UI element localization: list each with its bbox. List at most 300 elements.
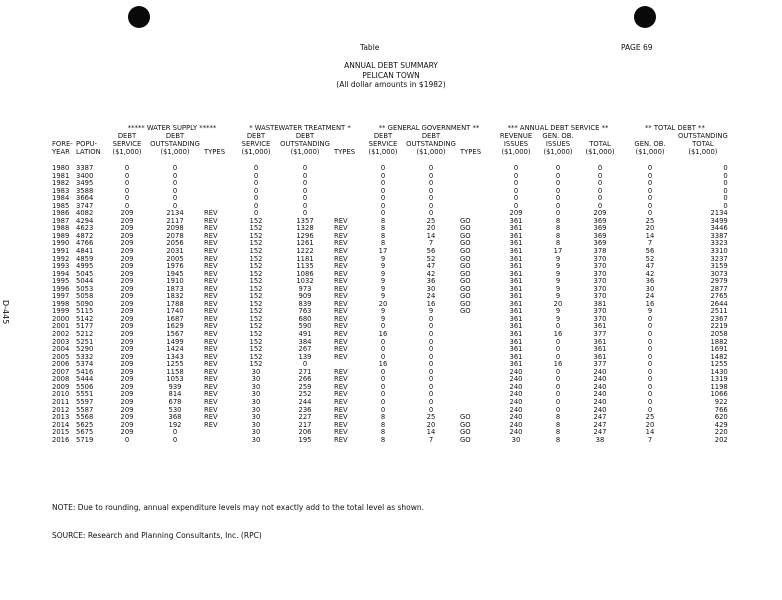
table-cell: 8 xyxy=(555,231,561,240)
table-cell: 0 xyxy=(302,360,308,369)
table-row xyxy=(52,331,728,339)
table-cell: REV xyxy=(334,299,348,308)
table-row xyxy=(52,233,728,241)
table-cell: 1999 xyxy=(52,307,70,316)
table-cell: 3073 xyxy=(710,269,728,278)
table-cell: 9 xyxy=(380,262,386,271)
table-cell: 377 xyxy=(593,330,607,339)
table-cell: GO xyxy=(460,420,471,429)
table-cell: REV xyxy=(334,330,348,339)
table-cell: 1255 xyxy=(710,360,728,369)
table-cell: 0 xyxy=(380,375,386,384)
table-cell xyxy=(460,156,494,173)
table-cell: 369 xyxy=(593,224,607,233)
column-header-r2-4 xyxy=(204,140,236,148)
table-cell: 0 xyxy=(380,179,386,188)
table-cell: 3747 xyxy=(76,201,94,210)
table-cell: 0 xyxy=(380,405,386,414)
table-cell: 0 xyxy=(647,360,653,369)
table-cell: 152 xyxy=(249,314,263,323)
table-cell: 2008 xyxy=(52,375,70,384)
table-cell: 5625 xyxy=(76,420,94,429)
table-cell: 0 xyxy=(428,330,434,339)
table-row xyxy=(52,301,728,309)
table-cell xyxy=(460,376,494,384)
table-cell: 1343 xyxy=(166,352,184,361)
table-cell: 0 xyxy=(172,194,178,203)
table-cell: 30 xyxy=(251,428,261,437)
table-row xyxy=(52,407,728,415)
column-header-r3-4: TYPES xyxy=(204,148,226,156)
table-cell: 9 xyxy=(380,254,386,263)
table-cell: 5142 xyxy=(76,314,94,323)
table-cell: REV xyxy=(334,307,348,316)
column-header-r3-2: ($1,000) xyxy=(112,148,142,156)
table-cell: 1945 xyxy=(166,269,184,278)
table-cell: REV xyxy=(334,435,348,444)
column-header-r2-5: SERVICE xyxy=(241,140,271,148)
table-cell: 2013 xyxy=(52,413,70,422)
table-cell: 0 xyxy=(723,171,728,180)
table-row xyxy=(52,156,728,173)
table-cell: 0 xyxy=(428,360,434,369)
table-cell: 1980 xyxy=(52,164,70,172)
table-cell: 152 xyxy=(249,352,263,361)
table-cell xyxy=(460,346,494,354)
table-cell: REV xyxy=(204,420,218,429)
group-wastewater: * WASTEWATER TREATMENT * xyxy=(249,124,351,132)
table-cell: 0 xyxy=(555,397,561,406)
table-cell: 202 xyxy=(714,435,728,444)
table-cell: 0 xyxy=(647,314,653,323)
table-cell: 0 xyxy=(428,405,434,414)
table-cell: 0 xyxy=(253,186,259,195)
table-cell: REV xyxy=(334,284,348,293)
table-cell: REV xyxy=(204,239,218,248)
table-cell: 2219 xyxy=(710,322,728,331)
table-cell: 0 xyxy=(647,171,653,180)
table-cell: 0 xyxy=(428,201,434,210)
debt-summary-table xyxy=(52,124,728,444)
table-cell: 361 xyxy=(593,337,607,346)
column-header-r3-7: TYPES xyxy=(334,148,356,156)
table-cell: 361 xyxy=(509,299,523,308)
table-cell: 4766 xyxy=(76,239,94,248)
table-cell: 16 xyxy=(378,330,388,339)
table-cell: 3237 xyxy=(710,254,728,263)
table-cell: REV xyxy=(334,428,348,437)
table-row xyxy=(52,414,728,422)
table-row xyxy=(52,256,728,264)
table-cell: 1319 xyxy=(710,375,728,384)
table-cell: 240 xyxy=(509,390,523,399)
table-cell: 209 xyxy=(120,405,134,414)
table-cell: 16 xyxy=(553,330,563,339)
table-cell: 369 xyxy=(593,239,607,248)
table-cell: 1987 xyxy=(52,216,70,225)
table-cell: 20 xyxy=(645,420,655,429)
table-cell: 1357 xyxy=(296,216,314,225)
table-cell: 1993 xyxy=(52,262,70,271)
table-cell: 0 xyxy=(253,171,259,180)
table-cell xyxy=(460,339,494,347)
table-cell: 1976 xyxy=(166,262,184,271)
table-row xyxy=(52,180,728,188)
table-cell: 9 xyxy=(555,277,561,286)
table-cell: 139 xyxy=(298,352,312,361)
table-cell: 2012 xyxy=(52,405,70,414)
table-cell: REV xyxy=(204,216,218,225)
table-cell: 0 xyxy=(647,390,653,399)
table-cell: 8 xyxy=(555,239,561,248)
table-cell: 209 xyxy=(120,314,134,323)
table-cell: 590 xyxy=(298,322,312,331)
table-cell: REV xyxy=(334,247,348,256)
table-cell: 9 xyxy=(380,269,386,278)
table-cell: 16 xyxy=(553,360,563,369)
table-cell: 8 xyxy=(380,428,386,437)
table-cell: 8 xyxy=(380,239,386,248)
table-row xyxy=(52,384,728,392)
table-cell: 1691 xyxy=(710,345,728,354)
column-header-r2-8: SERVICE xyxy=(368,140,398,148)
table-cell: 0 xyxy=(723,179,728,188)
table-cell: 1499 xyxy=(166,337,184,346)
table-cell: 30 xyxy=(251,397,261,406)
table-cell: REV xyxy=(204,367,218,376)
column-header-r1-12: GEN. OB. xyxy=(542,132,574,140)
table-cell: 3323 xyxy=(710,239,728,248)
table-cell xyxy=(460,316,494,324)
table-cell: 8 xyxy=(555,420,561,429)
table-cell: REV xyxy=(204,277,218,286)
table-cell xyxy=(460,331,494,339)
table-cell: 36 xyxy=(426,277,436,286)
table-cell xyxy=(460,369,494,377)
table-cell: REV xyxy=(334,420,348,429)
table-cell: 0 xyxy=(597,179,603,188)
table-cell: 0 xyxy=(380,201,386,210)
table-cell: 2014 xyxy=(52,420,70,429)
table-cell: 2765 xyxy=(710,292,728,301)
table-cell: 7 xyxy=(647,239,653,248)
table-cell: 8 xyxy=(380,420,386,429)
table-cell: 7 xyxy=(647,435,653,444)
side-page-code: D-445 xyxy=(1,300,10,325)
column-header-r2-6: OUTSTANDING xyxy=(280,140,330,148)
table-cell: 9 xyxy=(647,307,653,316)
column-header-r2-13: TOTAL xyxy=(589,140,611,148)
column-header-r3-0: YEAR xyxy=(52,148,70,156)
table-cell: 1989 xyxy=(52,231,70,240)
table-cell: 0 xyxy=(647,382,653,391)
table-cell: 1873 xyxy=(166,284,184,293)
table-cell: 0 xyxy=(428,322,434,331)
table-cell: 0 xyxy=(428,171,434,180)
table-cell: 152 xyxy=(249,269,263,278)
table-cell: 361 xyxy=(509,231,523,240)
table-cell: REV xyxy=(334,239,348,248)
table-cell: 0 xyxy=(647,164,653,172)
column-header-r2-2: SERVICE xyxy=(112,140,142,148)
table-cell: 491 xyxy=(298,330,312,339)
table-cell: 0 xyxy=(302,194,308,203)
table-cell: 1261 xyxy=(296,239,314,248)
table-cell: 766 xyxy=(714,405,728,414)
report-subtitle: PELICAN TOWN xyxy=(362,70,420,80)
table-cell xyxy=(334,188,364,196)
table-cell: 30 xyxy=(251,382,261,391)
table-cell: REV xyxy=(334,224,348,233)
table-cell: 9 xyxy=(555,284,561,293)
table-row xyxy=(52,323,728,331)
table-cell: 209 xyxy=(120,352,134,361)
table-cell: 2005 xyxy=(52,352,70,361)
table-cell: 2134 xyxy=(166,209,184,218)
table-cell: 922 xyxy=(714,397,728,406)
table-cell: 0 xyxy=(302,209,308,218)
table-cell: 8 xyxy=(555,413,561,422)
table-cell: 2005 xyxy=(166,254,184,263)
column-header-r1-3: DEBT xyxy=(165,132,185,140)
table-cell: 209 xyxy=(120,277,134,286)
table-cell: 7 xyxy=(428,239,434,248)
table-cell: 9 xyxy=(380,307,386,316)
table-cell: 240 xyxy=(593,367,607,376)
table-cell: 0 xyxy=(302,186,308,195)
table-cell: REV xyxy=(204,352,218,361)
table-cell: 0 xyxy=(555,179,561,188)
table-cell: 369 xyxy=(593,231,607,240)
table-cell: 152 xyxy=(249,345,263,354)
table-cell: 361 xyxy=(509,307,523,316)
table-cell: 0 xyxy=(428,352,434,361)
column-header-r1-9: DEBT xyxy=(421,132,441,140)
column-header-r1-4 xyxy=(204,132,236,140)
table-cell: 16 xyxy=(426,299,436,308)
table-cell: 0 xyxy=(555,201,561,210)
table-cell: 236 xyxy=(298,405,312,414)
table-cell: 14 xyxy=(426,231,436,240)
table-cell: 0 xyxy=(302,201,308,210)
table-cell: REV xyxy=(334,277,348,286)
column-header-r1-8: DEBT xyxy=(373,132,393,140)
table-cell: 5444 xyxy=(76,375,94,384)
table-row xyxy=(52,278,728,286)
table-cell: 14 xyxy=(645,428,655,437)
table-row xyxy=(52,240,728,248)
table-cell: 0 xyxy=(647,345,653,354)
table-cell: REV xyxy=(204,330,218,339)
table-cell xyxy=(460,384,494,392)
column-header-r2-11: ISSUES xyxy=(503,140,529,148)
table-cell: 370 xyxy=(593,277,607,286)
table-cell: 209 xyxy=(120,307,134,316)
table-cell: 4841 xyxy=(76,247,94,256)
table-cell: 56 xyxy=(645,247,655,256)
table-cell: 0 xyxy=(124,435,130,444)
table-row xyxy=(52,263,728,271)
table-row xyxy=(52,188,728,196)
table-cell: 0 xyxy=(555,382,561,391)
column-header-r3-13: ($1,000) xyxy=(585,148,615,156)
table-cell: 152 xyxy=(249,231,263,240)
table-cell: 0 xyxy=(555,186,561,195)
table-cell: 267 xyxy=(298,345,312,354)
table-cell: REV xyxy=(334,382,348,391)
table-cell xyxy=(204,173,236,181)
table-cell: 3310 xyxy=(710,247,728,256)
table-body xyxy=(52,156,728,444)
table-cell: 9 xyxy=(380,314,386,323)
table-cell: REV xyxy=(204,405,218,414)
table-cell: GO xyxy=(460,231,471,240)
table-cell: REV xyxy=(204,345,218,354)
table-cell: 0 xyxy=(172,171,178,180)
table-cell: 4294 xyxy=(76,216,94,225)
table-cell: 2877 xyxy=(710,284,728,293)
table-cell: 0 xyxy=(253,179,259,188)
column-header-r3-11: ($1,000) xyxy=(501,148,531,156)
column-header-r1-0 xyxy=(52,132,76,140)
table-cell: 1328 xyxy=(296,224,314,233)
table-cell: 0 xyxy=(428,397,434,406)
table-cell: REV xyxy=(334,216,348,225)
table-cell: 1984 xyxy=(52,194,70,203)
table-cell: REV xyxy=(204,382,218,391)
column-header-r3-15: ($1,000) xyxy=(688,148,718,156)
table-cell: 361 xyxy=(509,284,523,293)
table-cell: 152 xyxy=(249,239,263,248)
table-cell: 0 xyxy=(555,164,561,172)
table-cell: 8 xyxy=(380,435,386,444)
table-cell: 0 xyxy=(124,179,130,188)
table-cell xyxy=(204,156,236,173)
table-cell: 152 xyxy=(249,247,263,256)
column-header-r1-15: OUTSTANDING xyxy=(678,132,728,140)
table-row xyxy=(52,369,728,377)
table-cell: 3495 xyxy=(76,179,94,188)
table-label: Table xyxy=(360,43,380,52)
table-cell: 0 xyxy=(380,352,386,361)
table-cell: 1991 xyxy=(52,247,70,256)
table-cell: 5090 xyxy=(76,299,94,308)
table-cell xyxy=(204,437,236,445)
table-cell: 0 xyxy=(647,397,653,406)
table-cell: 0 xyxy=(647,186,653,195)
table-cell: 5045 xyxy=(76,269,94,278)
column-header-r1-5: DEBT xyxy=(246,132,266,140)
table-cell: 1198 xyxy=(710,382,728,391)
table-cell: 244 xyxy=(298,397,312,406)
table-cell: 14 xyxy=(645,231,655,240)
table-cell: 0 xyxy=(380,367,386,376)
table-cell: 209 xyxy=(120,375,134,384)
table-cell: 240 xyxy=(593,375,607,384)
table-cell: 240 xyxy=(509,375,523,384)
table-cell: 2134 xyxy=(710,209,728,218)
table-cell: REV xyxy=(204,314,218,323)
table-cell xyxy=(334,180,364,188)
table-cell: 3159 xyxy=(710,262,728,271)
table-cell: GO xyxy=(460,292,471,301)
table-cell: 56 xyxy=(426,247,436,256)
table-cell: 0 xyxy=(647,367,653,376)
table-cell: 0 xyxy=(380,322,386,331)
table-cell: 30 xyxy=(251,413,261,422)
table-cell: 2003 xyxy=(52,337,70,346)
table-cell: 0 xyxy=(428,367,434,376)
table-cell: 0 xyxy=(723,194,728,203)
table-cell: 0 xyxy=(124,186,130,195)
table-cell: 361 xyxy=(509,337,523,346)
table-cell: 361 xyxy=(509,216,523,225)
table-cell: 2001 xyxy=(52,322,70,331)
table-cell: 0 xyxy=(380,164,386,172)
table-cell: 25 xyxy=(426,216,436,225)
table-cell: REV xyxy=(334,262,348,271)
table-cell: 0 xyxy=(555,209,561,218)
table-cell: 152 xyxy=(249,254,263,263)
report-title: ANNUAL DEBT SUMMARY xyxy=(344,61,438,70)
table-row xyxy=(52,210,728,218)
table-cell: 2015 xyxy=(52,428,70,437)
table-cell: 0 xyxy=(302,179,308,188)
table-cell: 0 xyxy=(555,375,561,384)
table-cell: 0 xyxy=(124,171,130,180)
table-cell: 5058 xyxy=(76,292,94,301)
table-row xyxy=(52,422,728,430)
table-cell: 0 xyxy=(380,382,386,391)
table-cell: 209 xyxy=(509,209,523,218)
table-cell xyxy=(334,173,364,181)
table-cell: 209 xyxy=(120,397,134,406)
column-header-r2-12: ISSUES xyxy=(545,140,571,148)
table-cell: 2098 xyxy=(166,224,184,233)
table-cell: 47 xyxy=(645,262,655,271)
table-cell: 8 xyxy=(380,231,386,240)
table-cell: 0 xyxy=(597,186,603,195)
table-cell: 0 xyxy=(555,171,561,180)
footnote: NOTE: Due to rounding, annual expenditure levels may not exactly add to the total level as shown. xyxy=(52,503,425,512)
group-header-row xyxy=(52,124,728,132)
table-cell: 939 xyxy=(168,382,182,391)
table-cell: 240 xyxy=(593,382,607,391)
table-cell: 0 xyxy=(597,194,603,203)
table-cell: 2117 xyxy=(166,216,184,225)
table-cell: 384 xyxy=(298,337,312,346)
table-cell: 2010 xyxy=(52,390,70,399)
table-cell: 240 xyxy=(509,413,523,422)
table-cell: 361 xyxy=(509,314,523,323)
table-cell: 361 xyxy=(593,352,607,361)
table-cell: 30 xyxy=(251,367,261,376)
table-cell: 9 xyxy=(555,314,561,323)
table-cell: 0 xyxy=(253,164,259,172)
table-cell: 0 xyxy=(124,164,130,172)
table-cell: REV xyxy=(204,262,218,271)
table-cell: 8 xyxy=(555,216,561,225)
table-cell xyxy=(334,156,364,173)
table-cell: REV xyxy=(204,390,218,399)
table-cell: 17 xyxy=(553,247,563,256)
table-cell: 240 xyxy=(593,397,607,406)
table-cell: 3387 xyxy=(76,164,94,172)
table-cell: 1986 xyxy=(52,209,70,218)
table-cell: 361 xyxy=(593,322,607,331)
table-cell: 5177 xyxy=(76,322,94,331)
table-cell: 152 xyxy=(249,224,263,233)
